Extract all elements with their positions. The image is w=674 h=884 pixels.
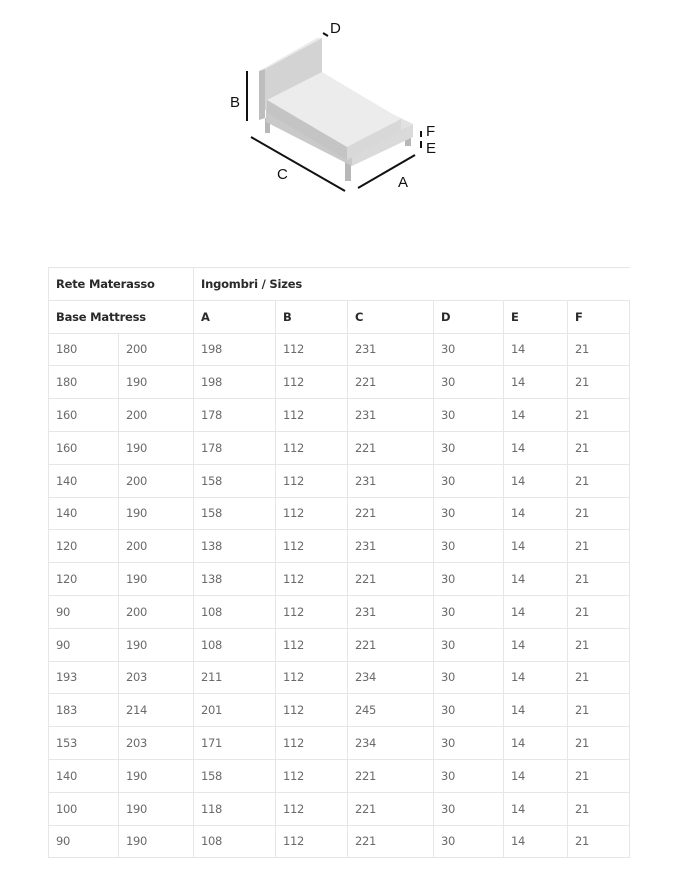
cell-width: 180 [49,366,119,399]
cell-f: 21 [568,366,630,399]
table-row [49,595,630,628]
cell-length: 190 [119,759,194,792]
cell-a: 158 [194,464,276,497]
cell-width: 120 [49,530,119,563]
cell-d: 30 [434,399,504,432]
cell-e: 14 [504,399,568,432]
cell-f: 21 [568,694,630,727]
cell-b: 112 [276,661,348,694]
column-header-b: B [276,300,348,333]
cell-b: 112 [276,792,348,825]
cell-d: 30 [434,333,504,366]
cell-a: 108 [194,825,276,858]
cell-b: 112 [276,595,348,628]
cell-length: 203 [119,661,194,694]
cell-b: 112 [276,399,348,432]
table-row [49,333,630,366]
dimension-label-d: D [330,20,341,37]
column-header-d: D [434,300,504,333]
cell-f: 21 [568,399,630,432]
cell-d: 30 [434,530,504,563]
cell-length: 200 [119,530,194,563]
cell-b: 112 [276,759,348,792]
column-header-e: E [504,300,568,333]
cell-a: 201 [194,694,276,727]
cell-length: 190 [119,563,194,596]
dimension-label-a: A [398,174,409,191]
table-row [49,497,630,530]
cell-length: 214 [119,694,194,727]
cell-d: 30 [434,727,504,760]
cell-d: 30 [434,497,504,530]
cell-width: 193 [49,661,119,694]
cell-e: 14 [504,595,568,628]
cell-b: 112 [276,464,348,497]
cell-d: 30 [434,825,504,858]
cell-f: 21 [568,595,630,628]
sizes-table [48,267,630,858]
cell-e: 14 [504,530,568,563]
cell-f: 21 [568,464,630,497]
dimension-line-d [323,33,328,36]
cell-length: 190 [119,431,194,464]
cell-c: 221 [348,628,434,661]
cell-f: 21 [568,792,630,825]
cell-c: 221 [348,563,434,596]
cell-width: 90 [49,595,119,628]
cell-d: 30 [434,661,504,694]
sub-header-base-mattress: Base Mattress [49,300,194,333]
dimension-label-b: B [230,94,241,111]
table-row [49,431,630,464]
cell-d: 30 [434,792,504,825]
dimension-label-e: E [426,140,437,157]
group-header-base: Rete Materasso [49,268,194,301]
cell-c: 231 [348,595,434,628]
cell-b: 112 [276,497,348,530]
cell-b: 112 [276,727,348,760]
cell-c: 221 [348,792,434,825]
cell-a: 158 [194,759,276,792]
cell-width: 183 [49,694,119,727]
cell-c: 234 [348,661,434,694]
cell-d: 30 [434,759,504,792]
cell-d: 30 [434,563,504,596]
cell-b: 112 [276,563,348,596]
cell-e: 14 [504,628,568,661]
cell-width: 180 [49,333,119,366]
table-group-header-row [49,268,630,301]
cell-f: 21 [568,497,630,530]
cell-c: 221 [348,825,434,858]
cell-width: 120 [49,563,119,596]
group-header-sizes: Ingombri / Sizes [194,268,630,301]
table-row [49,399,630,432]
cell-d: 30 [434,366,504,399]
cell-c: 245 [348,694,434,727]
table-row [49,694,630,727]
cell-a: 198 [194,333,276,366]
cell-c: 231 [348,464,434,497]
cell-d: 30 [434,431,504,464]
cell-length: 200 [119,399,194,432]
cell-e: 14 [504,431,568,464]
cell-b: 112 [276,628,348,661]
cell-a: 211 [194,661,276,694]
bed-dimension-diagram [0,0,674,230]
cell-a: 198 [194,366,276,399]
cell-e: 14 [504,497,568,530]
cell-c: 231 [348,333,434,366]
cell-e: 14 [504,727,568,760]
table-row [49,727,630,760]
cell-e: 14 [504,366,568,399]
table-row [49,563,630,596]
cell-length: 200 [119,333,194,366]
cell-f: 21 [568,530,630,563]
cell-a: 171 [194,727,276,760]
cell-d: 30 [434,595,504,628]
cell-b: 112 [276,825,348,858]
cell-b: 112 [276,431,348,464]
cell-length: 200 [119,595,194,628]
cell-f: 21 [568,661,630,694]
cell-c: 231 [348,530,434,563]
cell-a: 108 [194,595,276,628]
cell-c: 221 [348,431,434,464]
cell-d: 30 [434,694,504,727]
cell-e: 14 [504,333,568,366]
cell-b: 112 [276,333,348,366]
cell-a: 138 [194,563,276,596]
cell-a: 178 [194,399,276,432]
table-row [49,792,630,825]
cell-width: 140 [49,464,119,497]
cell-e: 14 [504,661,568,694]
cell-length: 190 [119,792,194,825]
cell-a: 178 [194,431,276,464]
table-row [49,628,630,661]
table-row [49,825,630,858]
cell-width: 140 [49,759,119,792]
table-row [49,759,630,792]
cell-a: 118 [194,792,276,825]
table-row [49,530,630,563]
column-header-a: A [194,300,276,333]
cell-b: 112 [276,694,348,727]
cell-width: 160 [49,431,119,464]
cell-e: 14 [504,825,568,858]
table-row [49,464,630,497]
cell-f: 21 [568,563,630,596]
cell-length: 200 [119,464,194,497]
cell-width: 90 [49,628,119,661]
cell-length: 190 [119,825,194,858]
cell-length: 190 [119,497,194,530]
cell-b: 112 [276,530,348,563]
dimension-label-f: F [426,123,436,140]
cell-e: 14 [504,792,568,825]
cell-f: 21 [568,431,630,464]
cell-width: 140 [49,497,119,530]
cell-d: 30 [434,628,504,661]
bed-drawing [0,0,674,230]
cell-f: 21 [568,825,630,858]
cell-f: 21 [568,727,630,760]
cell-f: 21 [568,628,630,661]
cell-c: 221 [348,497,434,530]
cell-c: 221 [348,366,434,399]
cell-length: 203 [119,727,194,760]
cell-length: 190 [119,366,194,399]
cell-width: 100 [49,792,119,825]
cell-a: 158 [194,497,276,530]
cell-b: 112 [276,366,348,399]
cell-e: 14 [504,563,568,596]
cell-c: 221 [348,759,434,792]
column-header-c: C [348,300,434,333]
table-row [49,366,630,399]
cell-width: 160 [49,399,119,432]
cell-e: 14 [504,694,568,727]
cell-f: 21 [568,333,630,366]
headboard-side [259,69,265,120]
column-header-f: F [568,300,630,333]
dimension-label-c: C [277,166,288,183]
cell-length: 190 [119,628,194,661]
cell-e: 14 [504,759,568,792]
cell-a: 138 [194,530,276,563]
table-row [49,661,630,694]
cell-width: 90 [49,825,119,858]
table-sub-header-row [49,300,630,333]
cell-d: 30 [434,464,504,497]
cell-c: 231 [348,399,434,432]
cell-width: 153 [49,727,119,760]
cell-c: 234 [348,727,434,760]
cell-e: 14 [504,464,568,497]
cell-a: 108 [194,628,276,661]
cell-f: 21 [568,759,630,792]
